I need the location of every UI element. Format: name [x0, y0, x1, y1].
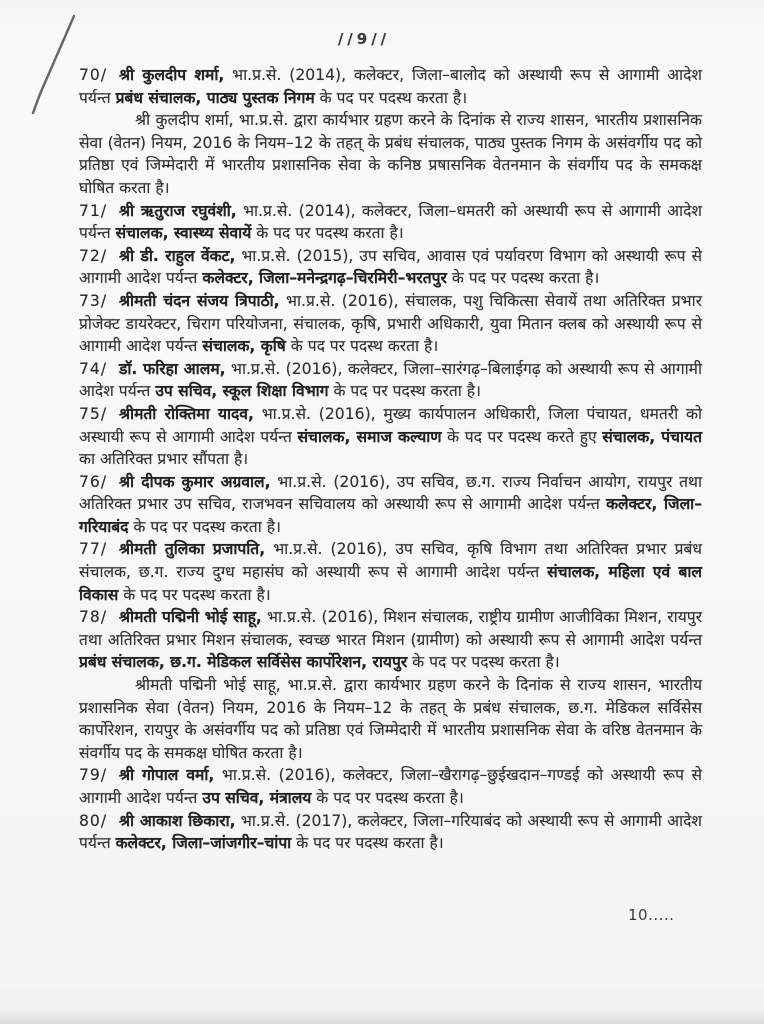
item-number: 74/ [79, 359, 108, 378]
text-segment: के पद पर पदस्थ करता है। [328, 382, 481, 401]
paragraph-continuation [79, 109, 702, 199]
text-segment: के पद पर पदस्थ करता है। [291, 834, 444, 853]
text-segment: के पद पर पदस्थ करता है। [128, 517, 281, 536]
text-segment: कलेक्टर, जिला–मनेन्द्रगढ़–चिरमिरी–भरतपुर [202, 269, 447, 288]
scan-bottom-shade [0, 1010, 764, 1024]
text-segment: कलेक्टर, जिला–जांजगीर–चांपा [115, 834, 292, 853]
text-segment: भा.प्र.से. (2016), संचालक, पशु चिकित्सा सेवायें तथा अतिरिक्त प्रभार प्रोजेक्ट डायरेक्टर, चिराग परियोजना, संचालक, कृषि, प्रभारी अधिकारी, युवा मितान क्लब को अस्थायी रूप से आगामी आदेश पर्यन्त [79, 291, 702, 356]
text-segment: संचालक, कृषि [202, 337, 286, 356]
item-number: 72/ [79, 246, 108, 265]
page-number-footer: 10..... [628, 906, 675, 924]
text-segment: के पद पर पदस्थ करता है। [118, 585, 271, 604]
text-segment: उप सचिव, स्कूल शिक्षा विभाग [155, 382, 329, 401]
text-segment: प्रबंध संचालक, पाठ्य पुस्तक निगम [115, 88, 315, 107]
text-segment: श्रीमती तुलिका प्रजापति, [119, 540, 266, 559]
text-segment: श्रीमती रोक्तिमा यादव, [119, 404, 254, 423]
text-segment: उप सचिव, मंत्रालय [202, 789, 312, 807]
paragraph-item-76 [79, 471, 702, 539]
item-number: 75/ [79, 404, 108, 423]
item-number: 79/ [79, 766, 108, 785]
paragraph-item-70 [79, 64, 702, 109]
text-segment: संचालक, स्वास्थ्य सेवायें [115, 224, 252, 243]
text-segment: संचालक, पंचायत [602, 427, 702, 446]
text-segment: भा.प्र.से. (2016), कलेक्टर, जिला–सारंगढ़–बिलाईगढ़ को अस्थायी रूप से आगामी आदेश पर्यन्त [79, 359, 703, 401]
text-segment: श्री कुलदीप शर्मा, भा.प्र.से. द्वारा कार्यभार ग्रहण करने के दिनांक से राज्य शासन, भारतीय प्रशासनिक सेवा (वेतन) नियम, 2016 के नियम–12 के तहत् के प्रबंध संचालक, पाठ्य पुस्तक निगम के असंवर्गीय पद को प्रतिष्ठा एवं जिम्मेदारी में भारतीय प्रशासनिक सेवा के कनिष्ठ प्रषासनिक वेतनमान के संवर्गीय पद के समकक्ष घोषित करता है। [79, 111, 702, 197]
text-segment: के पद पर पदस्थ करते हुए [441, 427, 603, 446]
text-segment: डॉ. फरिहा आलम, [119, 359, 226, 378]
text-segment: श्री गोपाल वर्मा, [119, 766, 215, 785]
paragraph-item-73 [79, 290, 702, 358]
text-segment: श्रीमती पद्मिनी भोई साहू, भा.प्र.से. द्वारा कार्यभार ग्रहण करने के दिनांक से राज्य शासन, भारतीय प्रशासनिक सेवा (वेतन) नियम, 2016 के नियम–12 के तहत् के प्रबंध संचालक, छ.ग. मेडिकल सर्विसेस कार्पोरेशन, रायपुर के असंवर्गीय पद को प्रतिष्ठा एवं जिम्मेदारी में भारतीय प्रशासनिक सेवा के वरिष्ठ वेतनमान के संवर्गीय पद के समकक्ष घोषित करता है। [79, 676, 702, 762]
text-segment: के पद पर पदस्थ करता है। [314, 88, 468, 107]
text-segment: के पद पर पदस्थ करता है। [407, 653, 560, 672]
text-segment: भा.प्र.से. (2016), उप सचिव, छ.ग. राज्य निर्वाचन आयोग, रायपुर तथा अतिरिक्त प्रभार उप सचिव, राजभवन सचिवालय को अस्थायी रूप से आगामी आदेश पर्यन्त [79, 472, 702, 514]
item-number: 73/ [79, 291, 108, 310]
item-number: 78/ [79, 608, 108, 627]
paragraph-item-75 [79, 403, 702, 471]
text-segment: श्रीमती पद्मिनी भोई साहू, [119, 608, 262, 627]
text-segment: श्री ऋतुराज रघुवंशी, [119, 201, 237, 220]
paragraph-continuation [79, 674, 702, 764]
text-segment: के पद पर पदस्थ करता है। [446, 269, 600, 288]
page-number-header: //9// [337, 30, 391, 48]
text-segment: भा.प्र.से. (2014), कलेक्टर, जिला–बालोद को अस्थायी रूप से आगामी आदेश पर्यन्त [79, 66, 702, 107]
text-segment: प्रबंध संचालक, छ.ग. मेडिकल सर्विसेस कार्पोरेशन, रायपुर [79, 653, 408, 672]
text-segment: संचालक, समाज कल्याण [297, 427, 442, 446]
text-segment: के पद पर पदस्थ करता है। [251, 224, 404, 243]
text-segment: भा.प्र.से. (2014), कलेक्टर, जिला–धमतरी को अस्थायी रूप से आगामी आदेश पर्यन्त [79, 201, 702, 243]
paragraph-item-78 [79, 606, 702, 674]
text-segment: श्रीमती चंदन संजय त्रिपाठी, [119, 291, 280, 310]
text-segment: के पद पर पदस्थ करता है। [311, 789, 464, 807]
paragraph-item-71 [79, 200, 702, 245]
item-number: 70/ [79, 66, 108, 84]
text-segment: संचालक, महिला एवं बाल विकास [79, 563, 702, 604]
text-segment: भा.प्र.से. (2016), मुख्य कार्यपालन अधिकारी, जिला पंचायत, धमतरी को अस्थायी रूप से आगामी आदेश पर्यन्त [79, 404, 702, 446]
text-segment: श्री कुलदीप शर्मा, [119, 66, 225, 84]
text-segment: भा.प्र.से. (2015), उप सचिव, आवास एवं पर्यावरण विभाग को अस्थायी रूप से आगामी आदेश पर्यन्त [79, 246, 702, 288]
item-number: 76/ [79, 472, 108, 491]
paragraph-item-79 [79, 764, 702, 809]
text-segment: के पद पर पदस्थ करता है। [285, 337, 439, 356]
text-segment: का अतिरिक्त प्रभार सौंपता है। [79, 450, 249, 469]
item-number: 80/ [79, 811, 108, 830]
document-body [79, 64, 702, 855]
text-segment: भा.प्र.से. (2017), कलेक्टर, जिला–गरियाबंद को अस्थायी रूप से आगामी आदेश पर्यन्त [79, 811, 702, 853]
paragraph-item-74 [79, 358, 702, 403]
text-segment: श्री डी. राहुल वेंकट, [119, 246, 236, 265]
text-segment: श्री दीपक कुमार अग्रवाल, [119, 472, 271, 491]
text-segment: भा.प्र.से. (2016), कलेक्टर, जिला–खैरागढ़–छुईखदान–गण्डई को अस्थायी रूप से आगामी आदेश पर्यन्त [79, 766, 702, 807]
paragraph-item-80 [79, 810, 702, 855]
paragraph-item-77 [79, 538, 702, 606]
text-segment: कलेक्टर, जिला–गरियाबंद [79, 495, 702, 536]
text-segment: भा.प्र.से. (2016), उप सचिव, कृषि विभाग तथा अतिरिक्त प्रभार प्रबंध संचालक, छ.ग. राज्य दुग्ध महासंघ को अस्थायी रूप से आगामी आदेश पर्यन्त [79, 540, 702, 582]
text-segment: भा.प्र.से. (2016), मिशन संचालक, राष्ट्रीय ग्रामीण आजीविका मिशन, रायपुर तथा अतिरिक्त प्रभार मिशन संचालक, स्वच्छ भारत मिशन (ग्रामीण) को अस्थायी रूप से आगामी आदेश पर्यन्त [79, 608, 702, 649]
item-number: 77/ [79, 540, 108, 559]
item-number: 71/ [79, 201, 108, 220]
paragraph-item-72 [79, 245, 702, 290]
text-segment: श्री आकाश छिकारा, [119, 811, 236, 830]
